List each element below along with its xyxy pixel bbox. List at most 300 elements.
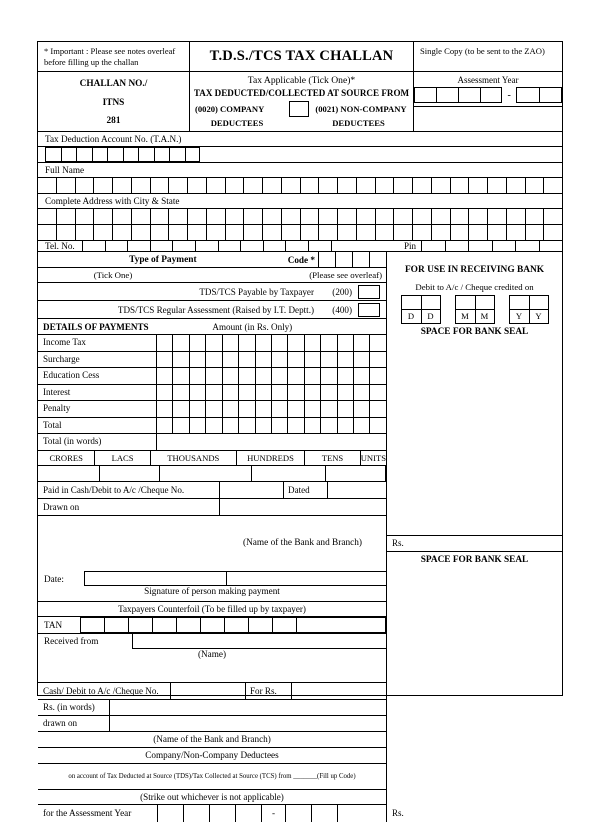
payment-option-code: (200) — [332, 286, 352, 297]
tel-box[interactable] — [308, 241, 331, 251]
address-box[interactable] — [488, 209, 507, 224]
amount-cell[interactable] — [239, 401, 255, 417]
full-name-box[interactable] — [544, 178, 562, 193]
full-name-box[interactable] — [432, 178, 451, 193]
counterfoil-tan-box[interactable] — [248, 617, 272, 633]
code-box[interactable] — [318, 252, 335, 267]
address-box[interactable] — [169, 225, 188, 240]
amount-row-cells[interactable] — [157, 434, 386, 450]
address-boxes-line1[interactable] — [38, 209, 562, 225]
full-name-box[interactable] — [113, 178, 132, 193]
ay-box[interactable] — [539, 87, 562, 103]
full-name-box[interactable] — [451, 178, 470, 193]
counterfoil-ay-box[interactable] — [236, 805, 262, 822]
amount-cell[interactable] — [239, 352, 255, 368]
address-box[interactable] — [432, 225, 451, 240]
tel-pin-row[interactable] — [38, 241, 562, 252]
address-box[interactable] — [469, 225, 488, 240]
tan-box[interactable] — [123, 147, 139, 162]
address-box[interactable] — [188, 225, 207, 240]
rs-in-words-label: Rs. (in words) — [38, 700, 110, 715]
address-box[interactable] — [319, 209, 338, 224]
address-box[interactable] — [244, 209, 263, 224]
day-box[interactable] — [421, 295, 441, 310]
counterfoil-ay-box[interactable] — [312, 805, 338, 822]
address-box[interactable] — [357, 209, 376, 224]
amount-cell[interactable] — [190, 368, 206, 384]
address-box[interactable] — [132, 209, 151, 224]
full-name-box[interactable] — [94, 178, 113, 193]
address-box[interactable] — [413, 225, 432, 240]
amount-row-cells[interactable] — [157, 368, 386, 384]
tan-box[interactable] — [92, 147, 108, 162]
payment-option-checkbox[interactable] — [358, 303, 380, 317]
amount-cell[interactable] — [321, 385, 337, 401]
counterfoil-tan-box[interactable] — [296, 617, 320, 633]
amount-cell[interactable] — [288, 418, 304, 434]
paid-label: Paid in Cash/Debit to A/c /Cheque No. — [38, 482, 220, 498]
address-box[interactable] — [226, 209, 245, 224]
address-box[interactable] — [451, 209, 470, 224]
tel-box[interactable] — [172, 241, 195, 251]
amount-cell[interactable] — [321, 368, 337, 384]
amount-cell[interactable] — [338, 352, 354, 368]
denomination-input[interactable] — [38, 466, 100, 481]
address-box[interactable] — [507, 225, 526, 240]
tan-box[interactable] — [45, 147, 61, 162]
amount-cell[interactable] — [190, 385, 206, 401]
day-legend — [401, 310, 441, 324]
counterfoil-account-of-label: on account of Tax Deducted at Source (TDS)/Tax Collected at Source (TCS) from _______(Fill up Code) — [38, 764, 386, 790]
for-rs-input[interactable] — [292, 683, 386, 699]
year-box[interactable] — [509, 295, 529, 310]
tan-boxes[interactable] — [38, 147, 562, 163]
bank-seal-label-bottom: SPACE FOR BANK SEAL — [420, 555, 529, 566]
amount-cell[interactable] — [223, 418, 239, 434]
amount-cell[interactable] — [157, 368, 173, 384]
address-box[interactable] — [38, 209, 57, 224]
year-letter: Y — [529, 310, 549, 324]
dated-input[interactable] — [328, 482, 386, 498]
code-box[interactable] — [335, 252, 352, 267]
amount-cell[interactable] — [272, 368, 288, 384]
tan-box[interactable] — [107, 147, 123, 162]
amount-cell[interactable] — [256, 352, 272, 368]
amount-row-cells[interactable] — [157, 418, 386, 434]
amount-cell[interactable] — [305, 335, 321, 351]
counterfoil-tan-box[interactable] — [200, 617, 224, 633]
amount-cell[interactable] — [256, 385, 272, 401]
denomination-input[interactable] — [100, 466, 160, 481]
address-box[interactable] — [76, 225, 95, 240]
denomination-input[interactable] — [252, 466, 326, 481]
amount-cell[interactable] — [223, 335, 239, 351]
amount-cell[interactable] — [305, 401, 321, 417]
amount-cell[interactable] — [321, 335, 337, 351]
amount-cell[interactable] — [223, 385, 239, 401]
ay-box[interactable] — [480, 87, 502, 103]
address-box[interactable] — [301, 209, 320, 224]
ay-box[interactable] — [436, 87, 458, 103]
tan-box[interactable] — [138, 147, 154, 162]
counterfoil-tan-box[interactable] — [224, 617, 248, 633]
address-box[interactable] — [188, 209, 207, 224]
code-box[interactable] — [369, 252, 386, 267]
ay-box[interactable] — [516, 87, 539, 103]
amount-cell[interactable] — [223, 352, 239, 368]
amount-rows — [38, 335, 386, 451]
address-box[interactable] — [151, 225, 170, 240]
full-name-box[interactable] — [469, 178, 488, 193]
amount-cell[interactable] — [354, 401, 370, 417]
tan-box[interactable] — [154, 147, 170, 162]
amount-cell[interactable] — [173, 418, 189, 434]
company-tick-checkbox[interactable] — [289, 101, 309, 117]
amount-cell[interactable] — [354, 385, 370, 401]
full-name-box[interactable] — [169, 178, 188, 193]
full-name-box[interactable] — [413, 178, 432, 193]
amount-cell[interactable] — [206, 401, 222, 417]
date-boxes-top[interactable] — [387, 295, 562, 310]
amount-cell[interactable] — [370, 385, 385, 401]
amount-cell[interactable] — [370, 418, 385, 434]
amount-cell[interactable] — [223, 368, 239, 384]
amount-cell[interactable] — [370, 335, 385, 351]
payment-option-checkbox[interactable] — [358, 285, 380, 299]
rs-in-words-input[interactable] — [110, 700, 386, 715]
address-box[interactable] — [357, 225, 376, 240]
drawn-on-row — [38, 499, 386, 516]
amount-cell[interactable] — [288, 385, 304, 401]
denomination-input[interactable] — [326, 466, 386, 481]
amount-cell[interactable] — [272, 401, 288, 417]
page-title: T.D.S./TCS TAX CHALLAN — [190, 42, 414, 71]
amount-cell[interactable] — [239, 418, 255, 434]
full-name-boxes[interactable] — [38, 178, 562, 194]
amount-row-words[interactable] — [157, 434, 386, 450]
amount-cell[interactable] — [354, 352, 370, 368]
denomination-label: THOUSANDS — [151, 451, 237, 465]
counterfoil-tan-box[interactable] — [152, 617, 176, 633]
amount-cell[interactable] — [288, 401, 304, 417]
pin-box[interactable] — [539, 241, 563, 251]
amount-cell[interactable] — [157, 401, 173, 417]
amount-cell[interactable] — [157, 385, 173, 401]
amount-cell[interactable] — [190, 418, 206, 434]
amount-cell[interactable] — [354, 368, 370, 384]
amount-cell[interactable] — [338, 401, 354, 417]
amount-cell[interactable] — [256, 418, 272, 434]
counterfoil-cheque-input[interactable] — [171, 683, 246, 699]
amount-cell[interactable] — [272, 418, 288, 434]
tel-box[interactable] — [105, 241, 128, 251]
counterfoil-ay-box[interactable] — [184, 805, 210, 822]
rs-in-words-row — [38, 700, 386, 716]
payment-option-label: TDS/TCS Payable by Taxpayer — [199, 286, 314, 297]
tel-box[interactable] — [263, 241, 286, 251]
amount-cell[interactable] — [305, 385, 321, 401]
address-box[interactable] — [38, 225, 57, 240]
month-boxes[interactable] — [455, 295, 495, 310]
amount-cell[interactable] — [206, 335, 222, 351]
amount-cell[interactable] — [338, 368, 354, 384]
full-name-box[interactable] — [151, 178, 170, 193]
address-box[interactable] — [376, 225, 395, 240]
full-name-box[interactable] — [301, 178, 320, 193]
full-name-box[interactable] — [132, 178, 151, 193]
amount-cell[interactable] — [157, 335, 173, 351]
amount-cell[interactable] — [173, 352, 189, 368]
tan-box[interactable] — [61, 147, 77, 162]
full-name-box[interactable] — [488, 178, 507, 193]
full-name-box[interactable] — [226, 178, 245, 193]
address-box[interactable] — [376, 209, 395, 224]
amount-row-cells[interactable] — [157, 401, 386, 417]
amount-cell[interactable] — [190, 335, 206, 351]
full-name-label: Full Name — [38, 163, 562, 178]
address-box[interactable] — [526, 209, 545, 224]
counterfoil-tan-tail[interactable] — [320, 617, 386, 633]
amount-cell[interactable] — [173, 385, 189, 401]
year-boxes[interactable] — [509, 295, 549, 310]
address-box[interactable] — [319, 225, 338, 240]
received-from-input[interactable] — [132, 634, 386, 649]
amount-cell[interactable] — [256, 335, 272, 351]
amount-cell[interactable] — [239, 335, 255, 351]
amount-cell[interactable] — [157, 418, 173, 434]
full-name-box[interactable] — [188, 178, 207, 193]
ay-box[interactable] — [414, 87, 436, 103]
right-column — [387, 252, 562, 822]
address-box[interactable] — [207, 225, 226, 240]
address-box[interactable] — [169, 209, 188, 224]
counterfoil-ay-tail[interactable] — [338, 805, 386, 822]
amount-cell[interactable] — [338, 385, 354, 401]
date-input[interactable] — [84, 571, 226, 586]
table-row — [38, 368, 386, 385]
full-name-box[interactable] — [394, 178, 413, 193]
month-box[interactable] — [455, 295, 475, 310]
address-box[interactable] — [113, 209, 132, 224]
amount-cell[interactable] — [288, 368, 304, 384]
address-box[interactable] — [526, 225, 545, 240]
counterfoil-cash-row — [38, 683, 386, 700]
counterfoil-drawn-on-input[interactable] — [110, 716, 386, 731]
amount-cell[interactable] — [157, 352, 173, 368]
amount-cell[interactable] — [223, 401, 239, 417]
amount-cell[interactable] — [354, 335, 370, 351]
amount-cell[interactable] — [370, 401, 385, 417]
full-name-box[interactable] — [244, 178, 263, 193]
amount-cell[interactable] — [321, 401, 337, 417]
address-box[interactable] — [263, 225, 282, 240]
amount-row-label: Education Cess — [38, 368, 157, 384]
amount-row-cells[interactable] — [157, 385, 386, 401]
amount-cell[interactable] — [206, 352, 222, 368]
payment-option-row — [38, 301, 386, 319]
full-name-box[interactable] — [357, 178, 376, 193]
address-box[interactable] — [76, 209, 95, 224]
amount-cell[interactable] — [370, 368, 385, 384]
pin-box[interactable] — [421, 241, 445, 251]
address-box[interactable] — [132, 225, 151, 240]
amount-cell[interactable] — [272, 385, 288, 401]
challan-form-number: 281 — [106, 115, 121, 126]
address-box[interactable] — [282, 225, 301, 240]
address-box[interactable] — [413, 209, 432, 224]
address-box[interactable] — [94, 225, 113, 240]
full-name-box[interactable] — [338, 178, 357, 193]
form-header — [38, 42, 562, 72]
full-name-box[interactable] — [376, 178, 395, 193]
address-box[interactable] — [394, 225, 413, 240]
denomination-input[interactable] — [160, 466, 253, 481]
type-of-payment-title: Type of Payment — [129, 254, 197, 265]
tel-box[interactable] — [195, 241, 218, 251]
address-box[interactable] — [57, 209, 76, 224]
pin-box[interactable] — [515, 241, 539, 251]
tel-box[interactable] — [285, 241, 308, 251]
full-name-box[interactable] — [507, 178, 526, 193]
counterfoil-tan-box[interactable] — [176, 617, 200, 633]
denomination-header — [38, 451, 386, 466]
pin-box[interactable] — [445, 241, 469, 251]
tel-box[interactable] — [82, 241, 105, 251]
tan-box[interactable] — [185, 147, 201, 162]
table-row — [38, 385, 386, 402]
amount-cell[interactable] — [305, 368, 321, 384]
address-box[interactable] — [488, 225, 507, 240]
table-row — [38, 434, 386, 451]
amount-cell[interactable] — [370, 352, 385, 368]
full-name-box[interactable] — [57, 178, 76, 193]
address-box[interactable] — [469, 209, 488, 224]
amount-cell[interactable] — [173, 335, 189, 351]
full-name-box[interactable] — [319, 178, 338, 193]
amount-cell[interactable] — [305, 418, 321, 434]
amount-cell[interactable] — [190, 401, 206, 417]
address-box[interactable] — [244, 225, 263, 240]
address-box[interactable] — [544, 209, 562, 224]
cheque-no-input[interactable] — [220, 482, 284, 498]
amount-cell[interactable] — [288, 335, 304, 351]
assessment-year-boxes[interactable] — [414, 87, 562, 103]
amount-cell[interactable] — [173, 368, 189, 384]
amount-cell[interactable] — [272, 352, 288, 368]
address-box[interactable] — [113, 225, 132, 240]
amount-cell[interactable] — [272, 335, 288, 351]
amount-cell[interactable] — [338, 418, 354, 434]
month-box[interactable] — [475, 295, 495, 310]
amount-cell[interactable] — [173, 401, 189, 417]
full-name-box[interactable] — [38, 178, 57, 193]
address-box[interactable] — [263, 209, 282, 224]
address-box[interactable] — [207, 209, 226, 224]
amount-cell[interactable] — [239, 368, 255, 384]
address-label: Complete Address with City & State — [38, 194, 562, 209]
amount-cell[interactable] — [305, 352, 321, 368]
amount-cell[interactable] — [206, 418, 222, 434]
full-name-box[interactable] — [207, 178, 226, 193]
tel-box[interactable] — [218, 241, 241, 251]
address-box[interactable] — [394, 209, 413, 224]
counterfoil-tan-box[interactable] — [128, 617, 152, 633]
amount-row-label: Penalty — [38, 401, 157, 417]
address-box[interactable] — [338, 209, 357, 224]
amount-cell[interactable] — [338, 335, 354, 351]
payment-option-code: (400) — [332, 304, 352, 315]
deductee-options-row2 — [190, 117, 413, 131]
counterfoil-ay-box[interactable] — [210, 805, 236, 822]
left-column — [38, 252, 387, 822]
amount-cell[interactable] — [206, 368, 222, 384]
tel-box[interactable] — [127, 241, 150, 251]
drawn-on-input[interactable] — [220, 499, 386, 515]
amount-row-cells[interactable] — [157, 335, 386, 351]
counterfoil-assessment-year-row[interactable] — [38, 805, 386, 822]
tel-box[interactable] — [150, 241, 173, 251]
amount-cell[interactable] — [321, 418, 337, 434]
tel-label: Tel. No. — [45, 241, 75, 252]
denomination-values[interactable] — [38, 466, 386, 482]
address-box[interactable] — [282, 209, 301, 224]
counterfoil-ay-box[interactable] — [286, 805, 312, 822]
day-box[interactable] — [401, 295, 421, 310]
address-box[interactable] — [301, 225, 320, 240]
deductee-options-row — [190, 100, 413, 117]
code-box[interactable] — [352, 252, 369, 267]
year-box[interactable] — [529, 295, 549, 310]
address-box[interactable] — [94, 209, 113, 224]
amount-cell[interactable] — [239, 385, 255, 401]
full-name-box[interactable] — [263, 178, 282, 193]
amount-cell[interactable] — [190, 352, 206, 368]
counterfoil-tan-box[interactable] — [80, 617, 104, 633]
amount-cell[interactable] — [354, 418, 370, 434]
full-name-box[interactable] — [282, 178, 301, 193]
tel-box[interactable] — [240, 241, 263, 251]
address-box[interactable] — [432, 209, 451, 224]
address-box[interactable] — [151, 209, 170, 224]
amount-row-cells[interactable] — [157, 352, 386, 368]
address-boxes-line2[interactable] — [38, 225, 562, 241]
pin-box[interactable] — [492, 241, 516, 251]
amount-cell[interactable] — [321, 352, 337, 368]
address-box[interactable] — [57, 225, 76, 240]
address-box[interactable] — [544, 225, 562, 240]
full-name-box[interactable] — [76, 178, 95, 193]
amount-cell[interactable] — [256, 368, 272, 384]
counterfoil-tan-box[interactable] — [272, 617, 296, 633]
address-box[interactable] — [507, 209, 526, 224]
counterfoil-tan-box[interactable] — [104, 617, 128, 633]
signature-input[interactable] — [226, 571, 386, 586]
amount-cell[interactable] — [206, 385, 222, 401]
pin-box[interactable] — [468, 241, 492, 251]
address-box[interactable] — [226, 225, 245, 240]
address-box[interactable] — [338, 225, 357, 240]
ay-box[interactable] — [458, 87, 480, 103]
tan-box[interactable] — [76, 147, 92, 162]
amount-cell[interactable] — [256, 401, 272, 417]
counterfoil-ay-box[interactable] — [158, 805, 184, 822]
counterfoil-tan-row[interactable] — [38, 617, 386, 634]
day-boxes[interactable] — [401, 295, 441, 310]
address-box[interactable] — [451, 225, 470, 240]
tan-box[interactable] — [169, 147, 185, 162]
amount-cell[interactable] — [288, 352, 304, 368]
full-name-box[interactable] — [526, 178, 545, 193]
